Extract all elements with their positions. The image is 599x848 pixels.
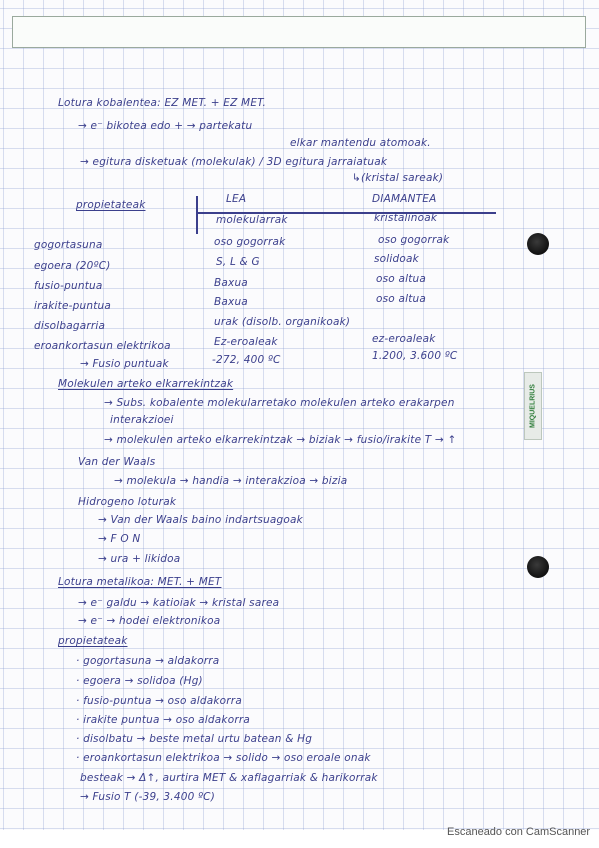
table-cell: S, L & G	[216, 256, 260, 268]
brand-label: MIQUELRIUS	[529, 384, 537, 428]
note-line: ↳(kristal sareak)	[352, 172, 444, 184]
table-cell: oso altua	[376, 293, 427, 305]
list-item: besteak → Δ↑, aurtira MET & xaflagarriak & harikorrak	[80, 772, 378, 784]
punch-hole	[527, 556, 549, 578]
table-row-label: → Fusio puntuak	[80, 358, 169, 370]
note-line: → ura + likidoa	[98, 553, 181, 565]
table-cell: oso altua	[376, 273, 427, 285]
list-item: · fusio-puntua → oso aldakorra	[76, 695, 242, 707]
note-line: elkar mantendu atomoak.	[290, 137, 431, 149]
heading-metallic-bond: Lotura metalikoa: MET. + MET	[58, 576, 222, 588]
table-cell: solidoak	[374, 253, 419, 265]
punch-hole	[527, 233, 549, 255]
list-item: · eroankortasun elektrikoa → solido → oso eroale onak	[76, 752, 371, 764]
note-line: → egitura disketuak (molekulak) / 3D egitura jarraiatuak	[80, 156, 388, 168]
table-row-label: egoera (20ºC)	[34, 260, 111, 272]
table-cell: -272, 400 ºC	[212, 354, 281, 366]
list-item: · egoera → solidoa (Hg)	[76, 675, 203, 687]
note-line: → F O N	[98, 533, 141, 545]
note-line: → molekulen arteko elkarrekintzak → biziak → fusio/irakite T → ↑	[104, 434, 457, 446]
table-subheader-col2: kristalinoak	[374, 212, 438, 224]
table-header-properties: propietateak	[76, 199, 146, 211]
note-line: → Van der Waals baino indartsuagoak	[98, 514, 303, 526]
table-cell: Baxua	[214, 296, 248, 308]
table-row-label: fusio-puntua	[34, 280, 103, 292]
scanner-watermark: Escaneado con CamScanner	[447, 826, 591, 838]
table-cell: oso gogorrak	[378, 234, 450, 246]
table-cell: oso gogorrak	[214, 236, 286, 248]
note-line: → molekula → handia → interakzioa → bizia	[114, 475, 348, 487]
table-header-col2: DIAMANTEA	[372, 193, 437, 205]
heading-covalent-bond: Lotura kobalentea: EZ MET. + EZ MET.	[58, 97, 267, 109]
note-line: → e⁻ bikotea edo + → partekatu	[78, 120, 253, 132]
table-row-label: eroankortasun elektrikoa	[34, 340, 171, 352]
table-cell: ez-eroaleak	[372, 333, 436, 345]
list-item: · irakite puntua → oso aldakorra	[76, 714, 250, 726]
list-item: · gogortasuna → aldakorra	[76, 655, 220, 667]
table-cell: Ez-eroaleak	[214, 336, 278, 348]
note-line: → e⁻ galdu → katioiak → kristal sarea	[78, 597, 280, 609]
note-line: interakzioei	[110, 414, 174, 426]
list-item: · disolbatu → beste metal urtu batean & Hg	[76, 733, 313, 745]
note-line: → Subs. kobalente molekularretako molekulen arteko erakarpen	[104, 397, 455, 409]
subheading-van-der-waals: Van der Waals	[78, 456, 156, 468]
heading-intermolecular: Molekulen arteko elkarrekintzak	[58, 378, 234, 390]
subheading-hydrogen-bonds: Hidrogeno loturak	[78, 496, 177, 508]
table-divider	[196, 196, 198, 234]
table-cell: 1.200, 3.600 ºC	[372, 350, 458, 362]
table-row-label: disolbagarria	[34, 320, 106, 332]
table-subheader-col1: molekularrak	[216, 214, 288, 226]
table-row-label: gogortasuna	[34, 239, 103, 251]
table-cell: urak (disolb. organikoak)	[214, 316, 351, 328]
note-line: → e⁻ → hodei elektronikoa	[78, 615, 221, 627]
brand-stamp	[524, 372, 542, 440]
table-cell: Baxua	[214, 277, 248, 289]
table-row-label: irakite-puntua	[34, 300, 112, 312]
header-box	[12, 16, 586, 48]
table-header-col1: LEA	[226, 193, 247, 205]
list-item: → Fusio T (-39, 3.400 ºC)	[80, 791, 215, 803]
subheading-properties: propietateak	[58, 635, 128, 647]
